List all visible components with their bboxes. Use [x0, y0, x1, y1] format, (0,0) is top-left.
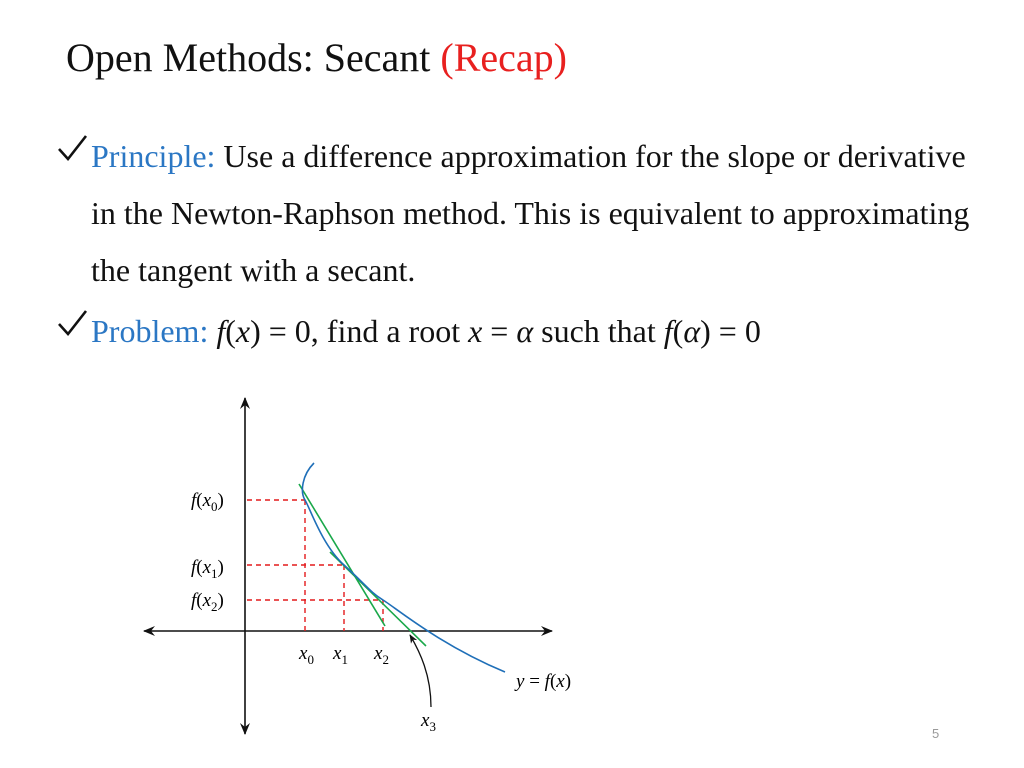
- math-text: ) = 0: [700, 313, 761, 349]
- label-x0: $x_0$: [299, 643, 314, 667]
- math-f: f: [216, 313, 226, 349]
- x3-pointer-arrow: [410, 635, 431, 707]
- math-text: ) = 0, find a root: [250, 313, 469, 349]
- page-number: 5: [932, 726, 940, 741]
- label-f-x0: $f(x_0)$: [191, 490, 224, 514]
- math-x: x: [468, 313, 483, 349]
- title-recap: (Recap): [440, 35, 567, 80]
- label-x1: $x_1$: [333, 643, 348, 667]
- principle-label: Principle:: [91, 138, 216, 174]
- label-x2: $x_2$: [374, 643, 389, 667]
- math-alpha: α: [516, 313, 534, 349]
- label-f-x1: $f(x_1)$: [191, 557, 224, 581]
- label-x3: $x_3$: [421, 710, 436, 734]
- math-x: x: [235, 313, 251, 349]
- secant-line-1: [299, 484, 385, 626]
- bullet-problem: Problem: f(x) = 0, find a root x = α such that f(α) = 0: [56, 303, 986, 360]
- function-curve: [302, 463, 505, 672]
- label-f-x2: $f(x_2)$: [191, 590, 224, 614]
- title-main: Open Methods: Secant: [66, 35, 431, 80]
- math-f: f: [663, 313, 673, 349]
- math-text: =: [482, 313, 517, 349]
- label-curve-equation: y = f(x): [516, 671, 572, 692]
- problem-label: Problem:: [91, 313, 209, 349]
- principle-text: Use a difference approximation for the slope or derivative in the Newton-Raphson method. This is equivalent to approximating the tangent with a secant.: [91, 138, 970, 288]
- math-alpha: α: [683, 313, 701, 349]
- math-text: such that: [533, 313, 664, 349]
